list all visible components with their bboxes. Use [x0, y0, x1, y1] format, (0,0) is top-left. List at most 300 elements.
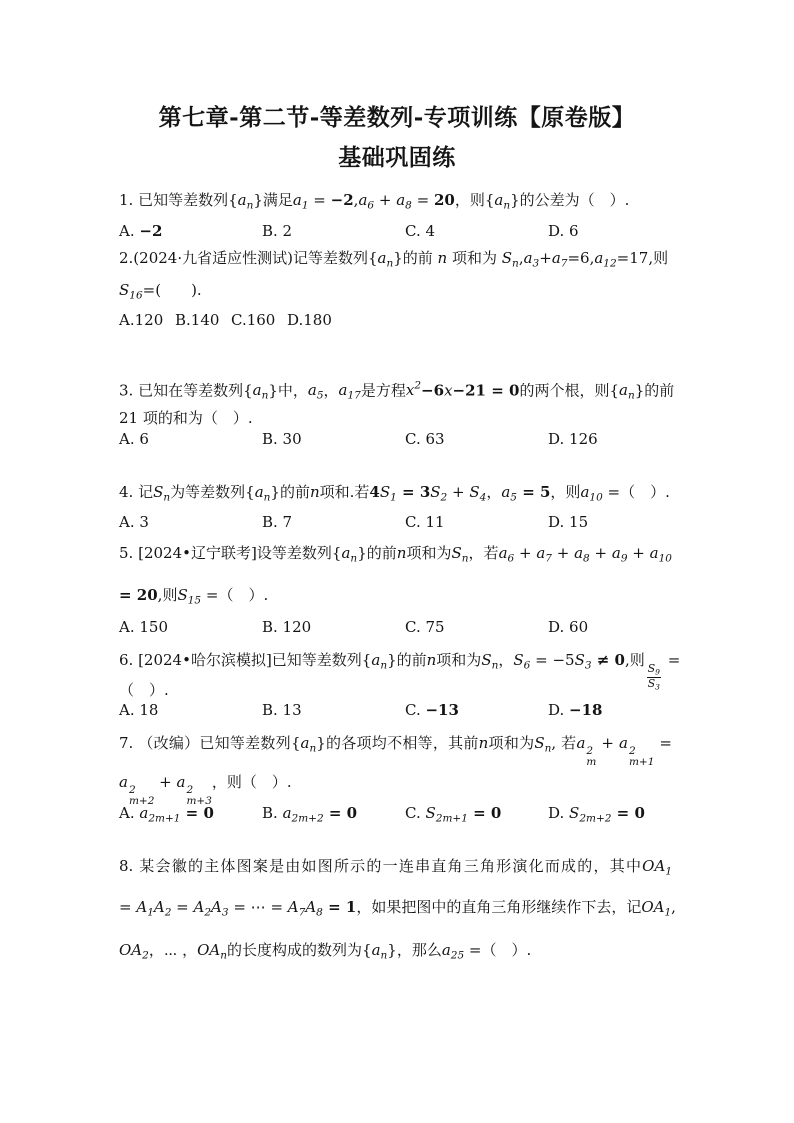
- math-variable: [523, 249, 540, 270]
- variable-symbol: a: [494, 191, 504, 209]
- text-run: ,则: [157, 586, 178, 604]
- math-variable: [551, 249, 568, 270]
- subscript: n: [380, 659, 388, 672]
- text-run: }的前: [270, 483, 310, 501]
- math-value: −2: [330, 191, 354, 209]
- math-variable: [494, 191, 511, 212]
- text-run: =（ ）.: [602, 483, 670, 501]
- subscript: 17: [347, 389, 361, 402]
- math-variable: [574, 544, 590, 565]
- math-variable: [580, 483, 603, 504]
- variable-symbol: S: [430, 483, 441, 501]
- script-stack: [586, 746, 596, 768]
- subscript: 12: [603, 257, 617, 270]
- math-variable: [648, 662, 660, 675]
- subscript: n: [220, 949, 228, 962]
- text-run: 2.(2024·九省适应性测试)记等差数列{: [119, 249, 378, 267]
- text-run: }，那么: [387, 941, 442, 959]
- text-run: =: [119, 898, 137, 916]
- text-run: A. 18: [119, 701, 159, 719]
- text-run: }的前: [357, 544, 397, 562]
- subscript: 4: [479, 491, 487, 504]
- text-run: =: [171, 898, 194, 916]
- q8-stem-line-2: [119, 897, 676, 923]
- subscript: 2m+1: [148, 812, 181, 825]
- subscript: 2: [440, 491, 448, 504]
- subscript: 8: [405, 199, 412, 212]
- q4-option-c: [405, 512, 548, 532]
- variable-symbol: n: [396, 544, 407, 562]
- variable-symbol: a: [358, 191, 368, 209]
- variable-symbol: S: [501, 249, 513, 267]
- text-run: ，则{: [454, 191, 495, 209]
- math-variable: [396, 191, 412, 212]
- math-variable: [119, 773, 155, 807]
- superscript: 2: [628, 744, 636, 757]
- math-variable: [341, 544, 358, 565]
- math-variable: [438, 249, 448, 267]
- math-variable: [430, 483, 448, 504]
- math-variable: [119, 941, 149, 962]
- q3-option-d: [548, 429, 691, 449]
- text-run: ,则: [624, 651, 645, 669]
- text-run: }的前: [387, 651, 427, 669]
- subscript: n: [163, 491, 171, 504]
- math-value: −21 = 0: [452, 381, 520, 400]
- superscript: 2: [186, 783, 194, 796]
- q6-option-d: [548, 700, 691, 720]
- subscript: n: [491, 659, 499, 672]
- q5-options: [119, 617, 691, 637]
- variable-symbol: S: [469, 483, 480, 501]
- subscript: 3: [221, 906, 229, 919]
- subscript: n: [503, 199, 511, 212]
- subscript: 25: [450, 949, 465, 962]
- variable-symbol: S: [647, 662, 656, 676]
- text-run: （ ）.: [119, 681, 169, 699]
- q2-option-d: [287, 310, 343, 330]
- math-value: ≠ 0: [591, 651, 625, 669]
- text-run: +: [539, 249, 552, 267]
- variable-symbol: a: [371, 941, 381, 959]
- superscript: 2: [586, 744, 594, 757]
- superscript: 2: [128, 783, 136, 796]
- q3-options: [119, 429, 691, 449]
- math-variable: [358, 191, 375, 212]
- q3-stem-line-1: [119, 376, 675, 406]
- subscript: n: [261, 389, 269, 402]
- math-variable: [300, 734, 317, 755]
- subscript: 6: [367, 199, 375, 212]
- q4-option-a: [119, 512, 262, 532]
- subscript: 7: [298, 906, 306, 919]
- text-run: +: [447, 483, 470, 501]
- subscript: 2: [164, 906, 172, 919]
- text-run: D.: [548, 804, 570, 822]
- variable-symbol: OA: [641, 898, 665, 916]
- text-run: D. 15: [548, 513, 589, 531]
- subscript: 2m+2: [579, 812, 612, 825]
- subscript: 6: [523, 659, 531, 672]
- variable-symbol: n: [478, 734, 489, 752]
- variable-symbol: a: [300, 734, 310, 752]
- math-variable: [211, 898, 229, 919]
- variable-symbol: a: [536, 544, 546, 562]
- variable-symbol: a: [282, 804, 292, 822]
- variable-symbol: a: [237, 191, 247, 209]
- q5-stem-line-2: [119, 585, 268, 611]
- q1-options: [119, 221, 691, 241]
- text-run: D. 6: [548, 222, 579, 240]
- math-variable: [536, 544, 552, 565]
- math-value: = 3: [396, 483, 431, 501]
- math-variable: [425, 804, 468, 825]
- math-value: = 5: [516, 483, 551, 501]
- text-run: =: [662, 651, 681, 669]
- text-run: 5. [2024•辽宁联考]设等差数列{: [119, 544, 342, 562]
- subscript: 1: [390, 491, 397, 504]
- text-run: , 若: [551, 734, 577, 752]
- text-run: ，: [498, 651, 514, 669]
- q7-stem-line-2: [119, 772, 292, 807]
- text-run: B.: [262, 804, 283, 822]
- math-variable: [176, 773, 212, 807]
- text-run: =17,则: [616, 249, 669, 267]
- math-variable: [648, 677, 660, 690]
- text-run: A. 6: [119, 430, 149, 448]
- math-variable: [153, 898, 172, 919]
- variable-symbol: n: [426, 651, 437, 669]
- q2-option-b: [175, 310, 231, 330]
- q7-option-b: [262, 803, 405, 829]
- text-run: 项和为: [406, 544, 452, 562]
- text-run: =: [308, 191, 331, 209]
- variable-symbol: A: [211, 898, 222, 916]
- text-run: ,: [518, 249, 524, 267]
- text-run: =6,: [567, 249, 595, 267]
- text-run: A.: [119, 804, 140, 822]
- text-run: = −5: [530, 651, 575, 669]
- variable-symbol: S: [379, 483, 391, 501]
- fraction-denominator: [647, 678, 661, 692]
- math-value: 20: [433, 191, 455, 209]
- subscript: 8: [316, 906, 323, 919]
- text-run: }的各项均不相等，其前: [316, 734, 479, 752]
- subscript: 15: [187, 594, 202, 607]
- math-variable: [379, 483, 397, 504]
- q7-option-a: [119, 803, 262, 829]
- q8-stem-line-3: [119, 940, 531, 966]
- variable-symbol: n: [309, 483, 320, 501]
- math-variable: [119, 281, 143, 302]
- q1-option-d: [548, 221, 691, 241]
- math-variable: [594, 249, 617, 270]
- q2-stem-line-2: [119, 280, 202, 306]
- variable-symbol: a: [619, 734, 628, 752]
- subscript: 5: [510, 491, 517, 504]
- subscript: m+1: [628, 755, 655, 768]
- text-run: =（ ）.: [201, 586, 269, 604]
- math-variable: [427, 651, 437, 669]
- text-run: 的两个根，则{: [519, 381, 619, 400]
- text-run: +: [374, 191, 397, 209]
- q8-stem-line-1: [119, 856, 672, 882]
- text-run: A.120: [119, 311, 164, 329]
- subscript: n: [246, 199, 254, 212]
- text-run: ,: [353, 191, 359, 209]
- subscript: n: [350, 552, 358, 565]
- math-variable: [513, 651, 531, 672]
- text-run: 项和.若: [319, 483, 370, 501]
- variable-symbol: a: [611, 544, 621, 562]
- text-run: =: [411, 191, 434, 209]
- text-run: =（ ）.: [464, 941, 532, 959]
- math-value: = 0: [180, 804, 214, 822]
- math-variable: [292, 191, 309, 212]
- q7-options: [119, 803, 691, 829]
- math-value: = 0: [467, 804, 502, 822]
- text-run: ，若: [468, 544, 499, 562]
- variable-symbol: a: [307, 381, 317, 400]
- variable-symbol: A: [136, 898, 148, 916]
- subscript: n: [263, 491, 271, 504]
- subscript: 1: [147, 906, 154, 919]
- subscript: 2: [204, 906, 212, 919]
- math-value: = 1: [322, 898, 357, 916]
- subscript: 1: [664, 906, 672, 919]
- q3-option-b: [262, 429, 405, 449]
- text-run: =( ).: [142, 281, 202, 299]
- math-variable: [237, 191, 254, 212]
- math-variable: [469, 483, 487, 504]
- text-run: +: [551, 544, 575, 562]
- q1-option-c: [405, 221, 548, 241]
- text-run: C.160: [231, 311, 276, 329]
- subscript: 7: [545, 552, 552, 565]
- text-run: 项和为: [488, 734, 535, 752]
- section-heading: 基础巩固练: [338, 144, 456, 171]
- subscript: 2m+1: [435, 812, 468, 825]
- script-stack: [629, 746, 654, 768]
- variable-symbol: a: [649, 544, 659, 562]
- subscript: 7: [560, 257, 568, 270]
- variable-symbol: a: [576, 734, 586, 752]
- text-run: +: [514, 544, 537, 562]
- q2-stem-line-1: [119, 248, 668, 274]
- text-run: ，: [323, 381, 339, 400]
- variable-symbol: S: [451, 544, 462, 562]
- variable-symbol: x: [444, 381, 453, 400]
- q1-stem-line-1: [119, 190, 629, 216]
- subscript: 3: [655, 682, 660, 692]
- superscript: 2: [414, 380, 422, 392]
- subscript: m: [586, 755, 597, 768]
- subscript: 10: [589, 491, 603, 504]
- math-variable: [136, 898, 154, 919]
- q2-option-a: [119, 310, 175, 330]
- subscript: 2: [142, 949, 149, 962]
- variable-symbol: a: [377, 249, 387, 267]
- q3-option-a: [119, 429, 262, 449]
- subscript: 16: [129, 289, 143, 302]
- text-run: A. 150: [119, 618, 168, 636]
- math-variable: [287, 898, 306, 919]
- math-value: 4: [369, 483, 380, 501]
- math-variable: [252, 381, 269, 402]
- variable-symbol: S: [177, 586, 188, 604]
- text-run: +: [154, 773, 177, 791]
- text-run: 3. 已知在等差数列{: [119, 381, 253, 400]
- text-run: D.180: [287, 311, 332, 329]
- text-run: }中，: [268, 381, 308, 400]
- math-variable: [649, 544, 672, 565]
- variable-symbol: OA: [197, 941, 221, 959]
- variable-symbol: a: [341, 544, 351, 562]
- math-value: = 20: [119, 586, 158, 604]
- math-variable: [641, 898, 672, 919]
- variable-symbol: a: [618, 381, 628, 400]
- q5-stem-line-1: [119, 543, 672, 569]
- text-run: ，: [486, 483, 502, 501]
- text-run: 是方程: [360, 381, 406, 400]
- q2-option-c: [231, 310, 287, 330]
- variable-symbol: A: [153, 898, 165, 916]
- math-variable: [371, 651, 388, 672]
- text-run: 项和为: [447, 249, 502, 267]
- q1-option-a: [119, 221, 262, 241]
- variable-symbol: S: [647, 676, 656, 690]
- math-variable: [534, 734, 552, 755]
- variable-symbol: a: [396, 191, 406, 209]
- subscript: n: [380, 949, 388, 962]
- variable-symbol: a: [292, 191, 302, 209]
- text-run: C.: [405, 804, 426, 822]
- math-variable: [618, 381, 635, 402]
- q5-option-a: [119, 617, 262, 637]
- text-run: ,: [671, 898, 676, 916]
- subscript: 3: [584, 659, 592, 672]
- variable-symbol: S: [119, 281, 130, 299]
- math-variable: [153, 483, 171, 504]
- text-run: 21 项的和为（ ）.: [119, 409, 253, 427]
- math-variable: [574, 651, 592, 672]
- variable-symbol: a: [119, 773, 128, 791]
- text-run: ，如果把图中的直角三角形继续作下去，记: [356, 898, 642, 916]
- q7-option-c: [405, 803, 548, 829]
- text-run: +: [596, 734, 619, 752]
- math-value: −18: [569, 701, 603, 719]
- math-variable: [197, 941, 228, 962]
- subscript: n: [386, 257, 394, 270]
- subscript: 9: [655, 667, 660, 677]
- math-variable: [479, 734, 489, 752]
- text-run: 4. 记: [119, 483, 154, 501]
- math-variable: [310, 483, 320, 501]
- math-variable: [406, 381, 421, 399]
- text-run: 1. 已知等差数列{: [119, 191, 238, 209]
- q4-stem-line-1: [119, 482, 670, 508]
- q4-option-d: [548, 512, 691, 532]
- text-run: B.140: [175, 311, 220, 329]
- math-variable: [305, 898, 323, 919]
- q3-option-c: [405, 429, 548, 449]
- math-variable: [371, 941, 388, 962]
- subscript: 3: [532, 257, 540, 270]
- text-run: }的前: [393, 249, 438, 267]
- variable-symbol: a: [139, 804, 149, 822]
- math-variable: [177, 586, 202, 607]
- math-value: −6: [421, 381, 445, 400]
- variable-symbol: S: [425, 804, 436, 822]
- math-variable: [193, 898, 212, 919]
- math-value: −13: [425, 701, 459, 719]
- variable-symbol: n: [437, 249, 448, 267]
- subscript: 1: [665, 865, 672, 878]
- math-variable: [611, 544, 628, 565]
- variable-symbol: a: [371, 651, 381, 669]
- math-variable: [501, 483, 517, 504]
- variable-symbol: S: [534, 734, 545, 752]
- text-run: A.: [119, 222, 140, 240]
- q5-option-d: [548, 617, 691, 637]
- subscript: 6: [507, 552, 515, 565]
- q6-stem-line-1: [119, 650, 681, 692]
- variable-symbol: a: [441, 941, 451, 959]
- q2-options: [119, 310, 343, 330]
- text-run: }的前: [634, 381, 675, 400]
- math-variable: [642, 857, 672, 878]
- math-variable: [576, 734, 597, 768]
- variable-symbol: OA: [119, 941, 143, 959]
- q6-option-b: [262, 700, 405, 720]
- variable-symbol: a: [338, 381, 348, 400]
- fraction: [647, 663, 661, 692]
- subscript: 2m+2: [291, 812, 324, 825]
- math-variable: [619, 734, 655, 768]
- math-variable: [451, 544, 469, 565]
- variable-symbol: S: [513, 651, 524, 669]
- text-run: B. 7: [262, 513, 293, 531]
- math-variable: [282, 804, 324, 825]
- q6-option-c: [405, 700, 548, 720]
- q6-option-a: [119, 700, 262, 720]
- variable-symbol: S: [481, 651, 492, 669]
- text-run: B. 120: [262, 618, 312, 636]
- document-title: 第七章-第二节-等差数列-专项训练【原卷版】: [158, 104, 636, 131]
- subscript: 5: [316, 389, 324, 402]
- text-run: = ⋯ =: [228, 898, 288, 916]
- math-variable: [139, 804, 181, 825]
- q6-stem-line-2: [119, 680, 169, 700]
- q5-option-c: [405, 617, 548, 637]
- math-variable: [338, 381, 361, 402]
- fraction-numerator: [647, 663, 661, 678]
- variable-symbol: S: [153, 483, 164, 501]
- text-run: D.: [548, 701, 570, 719]
- subscript: 1: [301, 199, 309, 212]
- q7-option-d: [548, 803, 691, 829]
- text-run: A. 3: [119, 513, 149, 531]
- variable-symbol: S: [574, 651, 585, 669]
- math-variable: [569, 804, 612, 825]
- text-run: 的长度构成的数列为{: [227, 941, 372, 959]
- subscript: 8: [583, 552, 590, 565]
- text-run: D. 126: [548, 430, 598, 448]
- text-run: D. 60: [548, 618, 589, 636]
- subscript: m+3: [186, 794, 212, 807]
- math-variable: [441, 941, 465, 962]
- subscript: n: [512, 257, 519, 270]
